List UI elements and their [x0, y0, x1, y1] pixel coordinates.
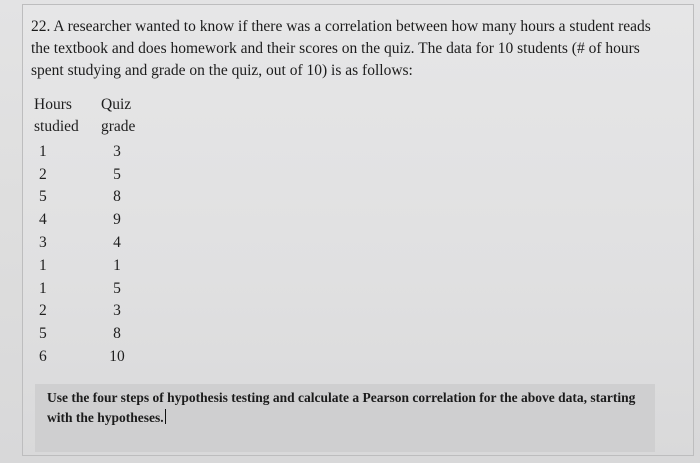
hours-cell: 5	[39, 188, 47, 205]
hours-cell: 6	[39, 348, 47, 365]
table-row	[34, 302, 174, 324]
grade-cell: 5	[113, 280, 121, 297]
hours-cell: 1	[39, 143, 47, 160]
grade-cell: 10	[109, 348, 125, 365]
grade-cell: 4	[113, 234, 121, 251]
hours-header-line1: Hours	[34, 96, 72, 113]
grade-header-line2: grade	[101, 118, 136, 135]
hours-cell: 5	[39, 325, 47, 342]
table-row	[34, 280, 174, 302]
grade-cell: 8	[113, 188, 121, 205]
grade-cell: 8	[113, 325, 121, 342]
instruction-text[interactable]	[47, 388, 647, 428]
hours-cell: 1	[39, 257, 47, 274]
hours-cell: 2	[39, 166, 47, 183]
hours-cell: 3	[39, 234, 47, 251]
table-row	[34, 257, 174, 279]
instruction-content: Use the four steps of hypothesis testing and calculate a Pearson correlation for the above data, starting with the hypotheses.	[47, 390, 636, 425]
hours-cell: 4	[39, 211, 47, 228]
table-row	[34, 211, 174, 233]
table-row	[34, 188, 174, 210]
table-row	[34, 143, 174, 165]
grade-cell: 9	[113, 211, 121, 228]
hours-header-line2: studied	[34, 118, 79, 135]
hours-cell: 1	[39, 280, 47, 297]
grade-cell: 5	[113, 166, 121, 183]
table-row	[34, 325, 174, 347]
hours-cell: 2	[39, 302, 47, 319]
table-row	[34, 348, 174, 370]
grade-cell: 3	[113, 302, 121, 319]
table-row	[34, 166, 174, 188]
grade-cell: 3	[113, 143, 121, 160]
question-text: 22. A researcher wanted to know if there was a correlation between how many hours a student reads the textbook and does homework and their scores on the quiz. The data for 10 students (# of hours spent studying and grade on the quiz, out of 10) is as follows:	[31, 18, 651, 79]
table-row	[34, 234, 174, 256]
text-cursor	[165, 409, 166, 424]
grade-header-line1: Quiz	[101, 96, 132, 113]
grade-cell: 1	[113, 257, 121, 274]
